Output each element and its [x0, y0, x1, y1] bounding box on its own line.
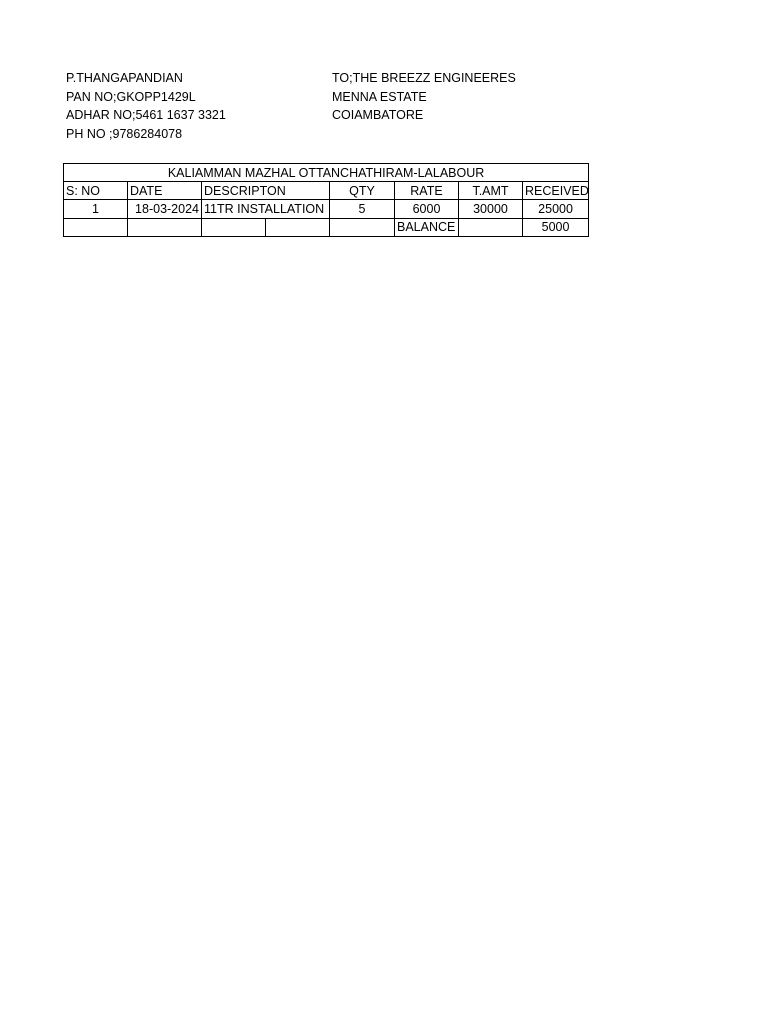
cell-qty: 5	[330, 200, 395, 218]
empty-cell	[266, 218, 330, 236]
recipient-to: TO;THE BREEZZ ENGINEERES	[332, 71, 516, 85]
balance-label: BALANCE	[395, 218, 459, 236]
sender-pan: PAN NO;GKOPP1429L	[66, 89, 196, 104]
table-title-suffix: LABOUR	[432, 165, 485, 180]
empty-cell	[459, 218, 523, 236]
table-header-row	[64, 182, 589, 200]
bill-table	[63, 163, 589, 237]
table-title	[64, 164, 589, 182]
sender-phone: PH NO ;9786284078	[66, 127, 183, 142]
cell-sno: 1	[64, 200, 128, 218]
header-tamt: T.AMT	[459, 182, 523, 200]
cell-tamt: 30000	[459, 200, 523, 218]
empty-cell	[330, 218, 395, 236]
sender-details	[66, 69, 226, 144]
cell-date: 18-03-2024	[128, 200, 202, 218]
table-row	[64, 200, 589, 218]
recipient-details	[332, 69, 516, 125]
header-rate: RATE	[395, 182, 459, 200]
empty-cell	[202, 218, 266, 236]
recipient-address-line3: COIAMBATORE	[332, 108, 424, 123]
cell-rate: 6000	[395, 200, 459, 218]
cell-received: 25000	[523, 200, 589, 218]
header-description: DESCRIPTON	[202, 182, 330, 200]
table-title-row	[64, 164, 589, 182]
balance-value: 5000	[523, 218, 589, 236]
header-qty: QTY	[330, 182, 395, 200]
header-received: RECEIVED	[523, 182, 589, 200]
header-date: DATE	[128, 182, 202, 200]
sender-adhar: ADHAR NO;5461 1637 3321	[66, 108, 226, 123]
sender-name: P.THANGAPANDIAN	[66, 71, 183, 85]
table-title-main: KALIAMMAN MAZHAL OTTANCHATHIRAM-LA	[167, 165, 433, 180]
empty-cell	[128, 218, 202, 236]
recipient-address-line2: MENNA ESTATE	[332, 89, 427, 104]
cell-description: 11TR INSTALLATION	[202, 200, 330, 218]
header-sno: S: NO	[64, 182, 128, 200]
table-balance-row	[64, 218, 589, 236]
empty-cell	[64, 218, 128, 236]
